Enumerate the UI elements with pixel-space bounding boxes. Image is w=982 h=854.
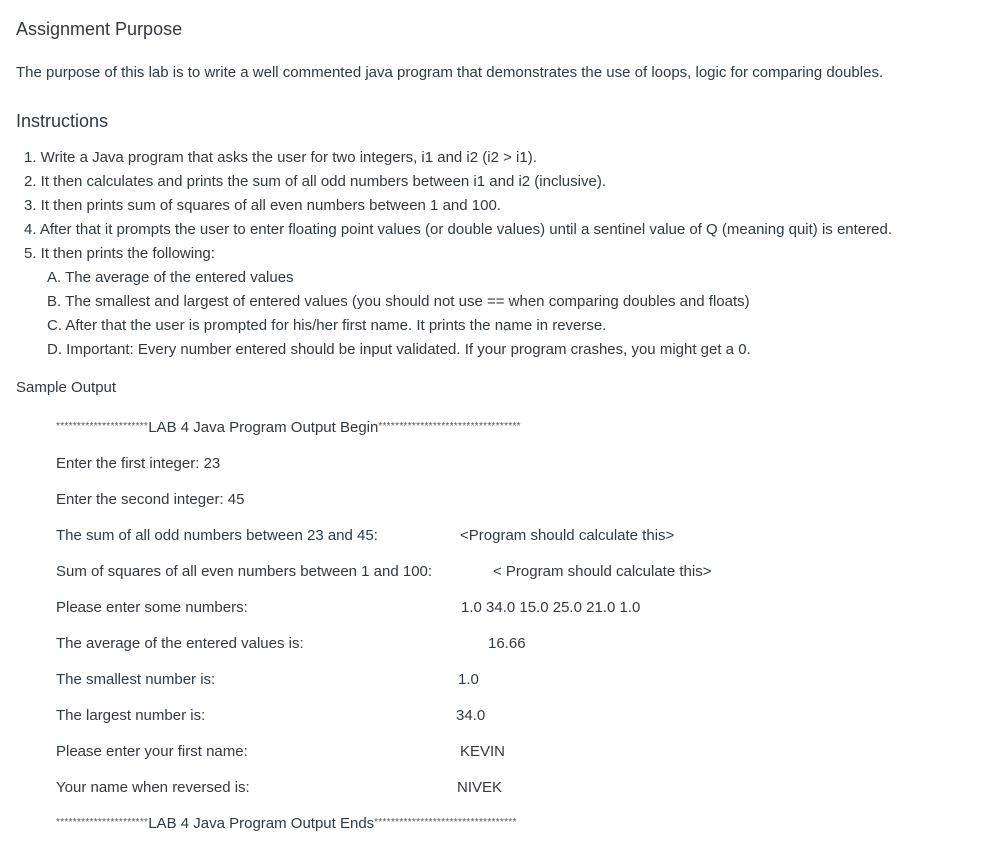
output-line-label: The smallest number is: bbox=[56, 671, 216, 688]
purpose-heading: Assignment Purpose bbox=[16, 19, 183, 39]
output-line-value: 16.66 bbox=[488, 635, 526, 652]
end-label: LAB 4 Java Program Output Ends bbox=[148, 815, 375, 832]
instruction-subitem: A. The average of the entered values bbox=[47, 269, 294, 286]
instruction-item: 1. Write a Java program that asks the user for two integers, i1 and i2 (i2 > i1). bbox=[24, 149, 537, 166]
purpose-text: The purpose of this lab is to write a well commented java program that demonstrates the use of loops, logic for comparing doubles. bbox=[16, 64, 884, 81]
stars-left: ********************** bbox=[56, 421, 149, 432]
sample-output-heading: Sample Output bbox=[16, 379, 117, 396]
output-line-value: 1.0 bbox=[458, 671, 479, 688]
output-line-label: Please enter your first name: bbox=[56, 743, 248, 760]
output-line-value: 1.0 34.0 15.0 25.0 21.0 1.0 bbox=[461, 599, 641, 616]
instruction-item: 2. It then calculates and prints the sum of all odd numbers between i1 and i2 (inclusive). bbox=[24, 173, 606, 190]
output-line-value: NIVEK bbox=[457, 779, 503, 796]
output-end-banner bbox=[56, 815, 517, 832]
stars-left: ********************** bbox=[56, 817, 149, 828]
instruction-subitem: D. Important: Every number entered should be input validated. If your program crashes, you might get a 0. bbox=[47, 341, 751, 358]
instructions-heading: Instructions bbox=[16, 111, 109, 131]
instruction-subitem: C. After that the user is prompted for his/her first name. It prints the name in reverse. bbox=[47, 317, 607, 334]
output-line-value: < Program should calculate this> bbox=[493, 563, 712, 580]
output-line-label: Enter the second integer: 45 bbox=[56, 491, 245, 508]
output-line-label: Sum of squares of all even numbers between 1 and 100: bbox=[56, 563, 433, 580]
instruction-item: 3. It then prints sum of squares of all even numbers between 1 and 100. bbox=[24, 197, 501, 214]
output-begin-banner bbox=[56, 419, 521, 436]
output-line-label: The sum of all odd numbers between 23 and 45: bbox=[56, 527, 378, 544]
instruction-subitem: B. The smallest and largest of entered values (you should not use == when comparing doubles and floats) bbox=[47, 293, 750, 310]
begin-label: LAB 4 Java Program Output Begin bbox=[148, 419, 379, 436]
instruction-item: 5. It then prints the following: bbox=[24, 245, 215, 262]
stars-right: ********************************** bbox=[374, 817, 517, 828]
stars-right: ********************************** bbox=[378, 421, 521, 432]
output-line-label: Your name when reversed is: bbox=[56, 779, 250, 796]
output-line-label: The average of the entered values is: bbox=[56, 635, 304, 652]
output-line-value: KEVIN bbox=[460, 743, 506, 760]
instruction-item: 4. After that it prompts the user to enter floating point values (or double values) until a sentinel value of Q (meaning quit) is entered. bbox=[24, 221, 892, 238]
output-line-label: Please enter some numbers: bbox=[56, 599, 248, 616]
output-line-value: <Program should calculate this> bbox=[460, 527, 675, 544]
output-line-label: Enter the first integer: 23 bbox=[56, 455, 221, 472]
output-line-value: 34.0 bbox=[456, 707, 486, 724]
output-line-label: The largest number is: bbox=[56, 707, 206, 724]
